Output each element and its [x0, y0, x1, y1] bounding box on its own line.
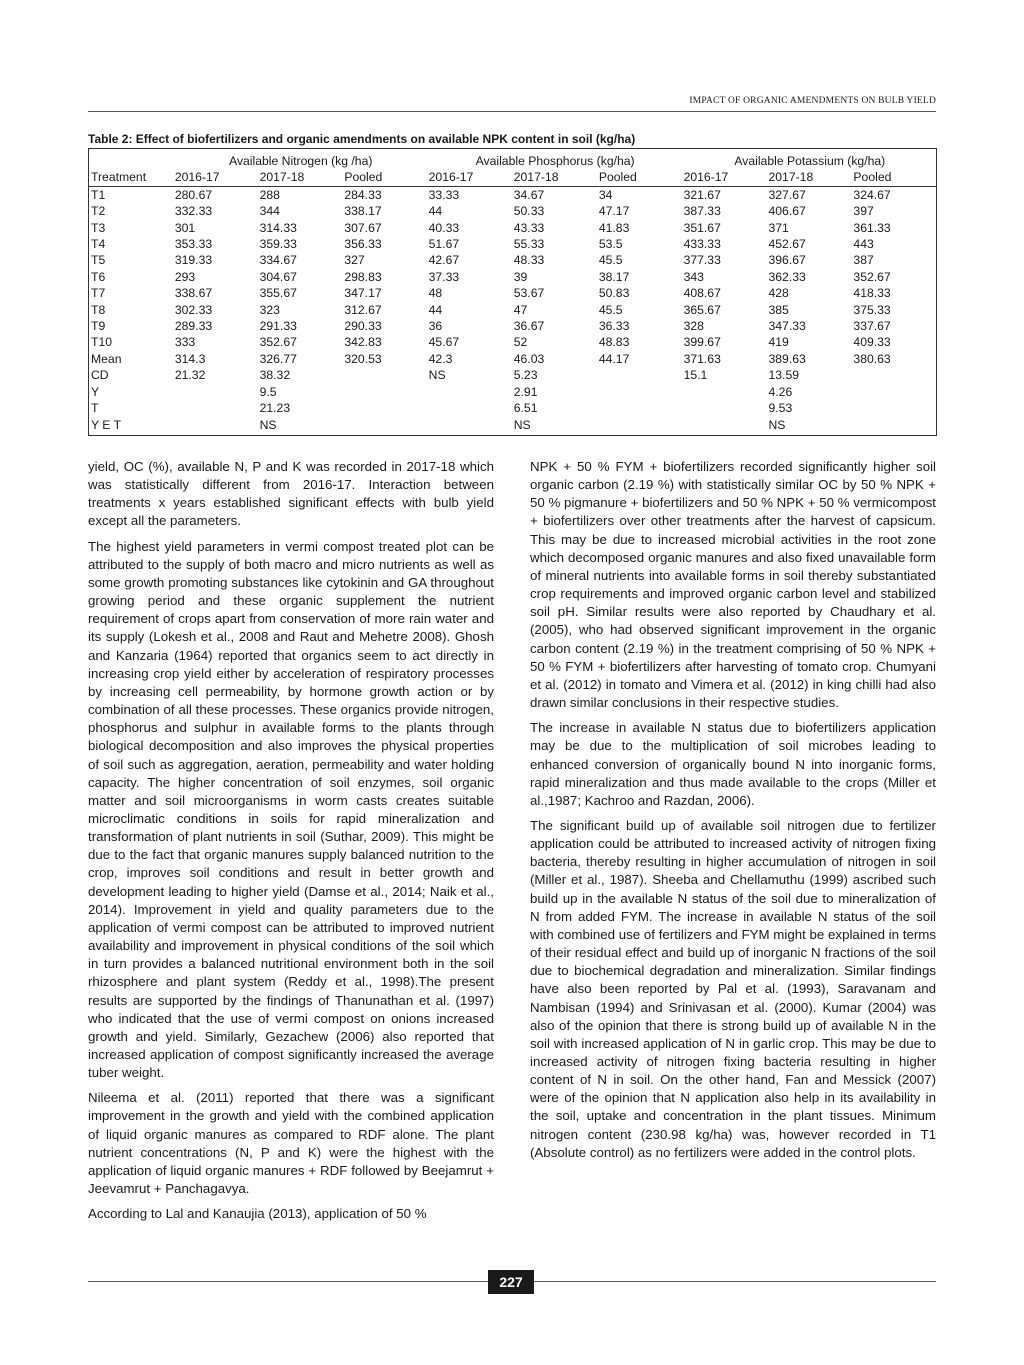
- table-cell: 38.32: [259, 368, 291, 383]
- table-cell: [427, 384, 512, 400]
- table-cell: 42.67: [428, 253, 460, 268]
- table-cell: [173, 384, 258, 400]
- treatment-cell: Y E T: [91, 417, 122, 432]
- table-cell: 326.77: [259, 351, 297, 366]
- table-row: [89, 269, 936, 285]
- table-cell: 327.67: [768, 187, 806, 202]
- table-cell: 5.23: [513, 368, 538, 383]
- table-cell: NS: [768, 417, 786, 432]
- treatment-cell: T6: [91, 269, 106, 284]
- table-cell: 52: [513, 335, 528, 350]
- table-cell: [173, 417, 258, 433]
- table-cell: NS: [428, 368, 446, 383]
- table-cell: 48.83: [598, 335, 630, 350]
- table-cell: 327: [344, 253, 365, 268]
- table-cell: 334.67: [259, 253, 297, 268]
- table-cell: 371.63: [683, 351, 721, 366]
- table-cell: 40.33: [428, 220, 460, 235]
- table-row: [89, 302, 936, 318]
- table-cell: [851, 367, 936, 383]
- table-cell: 344: [259, 204, 280, 219]
- header-rule: [88, 111, 936, 112]
- table-group-header-row: [89, 149, 936, 169]
- table-cell: 361.33: [853, 220, 891, 235]
- table-cell: 319.33: [174, 253, 213, 268]
- table-cell: 2.91: [513, 384, 538, 399]
- table-cell: [851, 384, 936, 400]
- table-title: Table 2: Effect of biofertilizers and organic amendments on available NPK content in soil (kg/ha): [88, 132, 636, 146]
- table-row: [89, 186, 936, 203]
- table-cell: 53.67: [513, 286, 545, 301]
- table-cell: [682, 384, 767, 400]
- table-cell: [342, 400, 426, 416]
- table-cell: 289.33: [174, 319, 213, 334]
- table-cell: 44: [428, 302, 443, 317]
- table-cell: 314.3: [174, 351, 206, 366]
- body-paragraph: yield, OC (%), available N, P and K was recorded in 2017-18 which was statistically different from 2016-17. Interaction between treatments x years established significant effects with bulb yield except all the parameters.: [88, 459, 494, 529]
- table-row: [89, 220, 936, 236]
- table-cell: 338.67: [174, 286, 213, 301]
- body-paragraph: Nileema et al. (2011) reported that there was a significant improvement in the growth and yield with the combined application of liquid organic manures as compared to RDF alone. The plant nutrient concentrations (N, P and K) were the highest with the application of liquid organic manures + RDF followed by Beejamrut + Jeevamrut + Panchagavya.: [88, 1090, 494, 1197]
- table-cell: 321.67: [683, 187, 721, 202]
- table-cell: [851, 417, 936, 433]
- treatment-cell: CD: [91, 368, 109, 383]
- table-cell: [342, 417, 426, 433]
- table-cell: 380.63: [853, 351, 891, 366]
- table-cell: [597, 400, 682, 416]
- treatment-cell: T3: [91, 220, 106, 235]
- table-cell: 347.17: [344, 286, 382, 301]
- table-cell: 371: [768, 220, 789, 235]
- column-header: Pooled: [342, 169, 426, 186]
- column-header: 2016-17: [173, 169, 258, 186]
- table-cell: 375.33: [853, 302, 891, 317]
- table-cell: 45.5: [598, 302, 623, 317]
- table-cell: 44.17: [598, 351, 630, 366]
- table-cell: 301: [174, 220, 196, 235]
- table-cell: 324.67: [853, 187, 891, 202]
- body-paragraph: The increase in available N status due to biofertilizers application may be due to the multiplication of soil microbes leading to enhanced conversion of organically bound N into inorganic forms, rapid mineralization and thus made available to the crops (Miller et al.,1987; Kachroo and Razdan, 2006).: [530, 720, 936, 808]
- table-cell: 323: [259, 302, 280, 317]
- table-cell: 304.67: [259, 269, 297, 284]
- table-cell: 419: [768, 335, 789, 350]
- table-cell: 355.67: [259, 286, 297, 301]
- table-cell: 293: [174, 269, 196, 284]
- table-cell: 312.67: [344, 302, 382, 317]
- treatment-cell: T5: [91, 253, 106, 268]
- column-header: 2017-18: [512, 169, 597, 186]
- table-cell: 359.33: [259, 237, 297, 252]
- table-cell: 21.32: [174, 368, 206, 383]
- table-cell: 55.33: [513, 237, 545, 252]
- table-row: [89, 252, 936, 268]
- column-header: 2016-17: [427, 169, 512, 186]
- table-cell: 298.83: [344, 269, 382, 284]
- table-cell: 47.17: [598, 204, 630, 219]
- table-row: [89, 285, 936, 301]
- treatment-cell: T: [91, 401, 99, 416]
- treatment-cell: T7: [91, 286, 106, 301]
- table-cell: 53.5: [598, 237, 623, 252]
- table-cell: [682, 417, 767, 433]
- table-cell: 13.59: [768, 368, 799, 383]
- table-cell: [342, 384, 426, 400]
- table-cell: 38.17: [598, 269, 630, 284]
- table-cell: 50.33: [513, 204, 545, 219]
- table-cell: 396.67: [768, 253, 806, 268]
- table-cell: NS: [513, 417, 531, 432]
- table-cell: 37.33: [428, 269, 460, 284]
- group-header-phosphorus: Available Phosphorus (kg/ha): [475, 154, 635, 168]
- table-cell: 48: [428, 286, 443, 301]
- table-cell: 39: [513, 269, 528, 284]
- table-cell: 34: [598, 187, 613, 202]
- table-cell: NS: [259, 417, 277, 432]
- body-paragraph: According to Lal and Kanaujia (2013), application of 50 %: [88, 1206, 427, 1222]
- table-row: [89, 203, 936, 219]
- table-cell: 4.26: [768, 384, 793, 399]
- table-cell: [597, 417, 682, 433]
- npk-table-frame: [88, 148, 937, 436]
- table-cell: 353.33: [174, 237, 213, 252]
- table-cell: 399.67: [683, 335, 721, 350]
- table-cell: 338.17: [344, 204, 382, 219]
- column-header: 2017-18: [258, 169, 343, 186]
- table-row: [89, 334, 936, 350]
- left-text-column: [88, 458, 494, 1230]
- table-cell: 43.33: [513, 220, 545, 235]
- table-cell: 452.67: [768, 237, 806, 252]
- table-cell: 406.67: [768, 204, 806, 219]
- table-row: [89, 417, 936, 433]
- table-cell: 47: [513, 302, 528, 317]
- treatment-cell: T2: [91, 204, 106, 219]
- table-cell: 6.51: [513, 401, 538, 416]
- table-cell: 387: [853, 253, 874, 268]
- table-cell: [597, 367, 682, 383]
- table-row: [89, 236, 936, 252]
- table-cell: 51.67: [428, 237, 460, 252]
- table-cell: 385: [768, 302, 789, 317]
- table-cell: 48.33: [513, 253, 545, 268]
- table-cell: 328: [683, 319, 704, 334]
- table-row: [89, 351, 936, 367]
- table-cell: [427, 417, 512, 433]
- table-cell: 42.3: [428, 351, 453, 366]
- page-number: 227: [488, 1270, 534, 1294]
- table-cell: 352.67: [853, 269, 891, 284]
- table-cell: [173, 400, 258, 416]
- table-cell: 44: [428, 204, 443, 219]
- table-cell: 41.83: [598, 220, 630, 235]
- table-cell: 302.33: [174, 302, 213, 317]
- table-cell: [682, 400, 767, 416]
- table-cell: 36.67: [513, 319, 545, 334]
- table-cell: 356.33: [344, 237, 382, 252]
- table-cell: 45.5: [598, 253, 623, 268]
- table-cell: 45.67: [428, 335, 460, 350]
- treatment-cell: T8: [91, 302, 106, 317]
- body-paragraph: The highest yield parameters in vermi compost treated plot can be attributed to the supply of both macro and micro nutrients as well as some growth promoting substances like cytokinin and GA throughout growing period and these organic supplement the nutrient requirement of crops apart from conservation of more rain water and its supply (Lokesh et al., 2008 and Raut and Mehetre 2008). Ghosh and Kanzaria (1964) reported that organics seem to act directly in increasing crop yield either by acceleration of respiratory processes by increasing cell permeability, by hormone growth action or by combination of all these processes. These organics provide nitrogen, phosphorus and sulphur in available forms to the plants through biological decomposition and also improves the physical properties of soil such as aggregation, aeration, permeability and water holding capacity. The higher concentration of soil enzymes, soil organic matter and soil microorganisms in worm casts creates suitable microclimatic conditions in soils for rapid mineralization and transformation of plant nutrients in soil (Suthar, 2009). This might be due to the fact that organic manures supply balanced nutrition to the crop, improves soil conditions and result in better growth and development leading to higher yield (Damse et al., 2014; Naik et al., 2014). Improvement in yield and quality parameters due to the application of vermi compost can be attributed to improved nutrient availability and improvement in physical conditions of the soil which in turn provides a balanced nutritional environment both in the soil rhizosphere and plant system (Reddy et al., 1998).The present results are supported by the findings of Thanunathan et al. (1997) who indicated that the use of vermi compost on onions increased growth and yield. Similarly, Gezachew (2006) also reported that increased application of compost significantly increased the average tuber weight.: [88, 538, 494, 1081]
- table-row: [89, 367, 936, 383]
- table-cell: 50.83: [598, 286, 630, 301]
- treatment-cell: Mean: [91, 351, 122, 366]
- table-cell: 36.33: [598, 319, 630, 334]
- table-cell: 15.1: [683, 368, 708, 383]
- table-cell: 34.67: [513, 187, 545, 202]
- right-text-column: [530, 458, 936, 1169]
- table-cell: 9.53: [768, 401, 793, 416]
- table-cell: 362.33: [768, 269, 806, 284]
- treatment-cell: T4: [91, 237, 106, 252]
- table-cell: 408.67: [683, 286, 721, 301]
- table-cell: 352.67: [259, 335, 297, 350]
- table-cell: 36: [428, 319, 443, 334]
- table-cell: 433.33: [683, 237, 721, 252]
- treatment-cell: T1: [91, 187, 106, 202]
- table-cell: 343: [683, 269, 704, 284]
- table-row: [89, 318, 936, 334]
- table-cell: 365.67: [683, 302, 721, 317]
- group-header-potassium: Available Potassium (kg/ha): [734, 154, 886, 168]
- table-cell: 290.33: [344, 319, 382, 334]
- table-cell: 397: [853, 204, 874, 219]
- column-header: Pooled: [597, 169, 682, 186]
- body-paragraph: NPK + 50 % FYM + biofertilizers recorded significantly higher soil organic carbon (2.19 %) with statistically similar OC by 50 % NPK + 50 % pigmanure + biofertilizers and 50 % NPK + 50 % vermicompost + biofertilizers over other treatments after the harvest of capsicum. This may be due to increased microbial activities in the root zone which decomposed organic manures and also fixed unavailable form of mineral nutrients into available forms in soil thereby substantiated crop requirements and improved organic carbon level and stabilized soil pH. Similar results were also reported by Chaudhary et al. (2005), who had observed significant improvement in the organic carbon content (2.19 %) in the treatment comprising of 50 % NPK + 50 % FYM + biofertilizers after harvesting of tomato crop. Chumyani et al. (2012) in tomato and Vimera et al. (2012) in king chilli had also drawn similar conclusions in their respective studies.: [530, 459, 936, 711]
- column-header: Pooled: [851, 169, 936, 186]
- table-cell: 314.33: [259, 220, 297, 235]
- table-cell: 351.67: [683, 220, 721, 235]
- table-cell: 347.33: [768, 319, 806, 334]
- npk-table: [89, 149, 936, 433]
- table-cell: 418.33: [853, 286, 891, 301]
- group-header-nitrogen: Available Nitrogen (kg /ha): [229, 154, 373, 168]
- body-paragraph: The significant build up of available soil nitrogen due to fertilizer application could be attributed to increased activity of nitrogen fixing bacteria, thereby resulting in higher accumulation of nitrogen in soil (Miller et al., 1987). Sheeba and Chellamuthu (1999) ascribed such build up in the available N status of the soil due to mineralization of N from added FYM. The increase in available N status of the soil with combined use of fertilizers and FYM might be explained in terms of their residual effect and build up of inorganic N fractions of the soil due to biochemical degradation and mineralization. Similar findings have also been reported by Pal et al. (1993), Saravanam and Nambisan (1994) and Srinivasan et al. (2000). Kumar (2004) was also of the opinion that there is strong build up of available N in the soil with increased application of N in garlic crop. This may be due to increased activity of nitrogen fixing bacteria resulting in higher content of N in soil. On the other hand, Fan and Messick (2007) were of the opinion that N application also help in its availability in the soil, uptake and concentration in the plant tissues. Minimum nitrogen content (230.98 kg/ha) was, however recorded in T1 (Absolute control) as no fertilizers were added in the control plots.: [530, 817, 936, 1160]
- table-cell: 387.33: [683, 204, 721, 219]
- table-cell: 320.53: [344, 351, 382, 366]
- treatment-cell: T10: [91, 335, 113, 350]
- column-header: 2017-18: [767, 169, 852, 186]
- table-cell: 9.5: [259, 384, 277, 399]
- table-cell: 409.33: [853, 335, 891, 350]
- table-cell: 307.67: [344, 220, 382, 235]
- running-head: IMPACT OF ORGANIC AMENDMENTS ON BULB YIELD: [689, 96, 936, 106]
- table-cell: 377.33: [683, 253, 721, 268]
- table-cell: 342.83: [344, 335, 382, 350]
- table-cell: 280.67: [174, 187, 213, 202]
- table-cell: 428: [768, 286, 789, 301]
- table-cell: [427, 400, 512, 416]
- table-cell: 288: [259, 187, 280, 202]
- table-cell: [851, 400, 936, 416]
- table-cell: 332.33: [174, 204, 213, 219]
- treatment-cell: T9: [91, 319, 106, 334]
- table-row: [89, 384, 936, 400]
- table-cell: 284.33: [344, 187, 382, 202]
- table-cell: 46.03: [513, 351, 545, 366]
- table-cell: [597, 384, 682, 400]
- table-subheader-row: [89, 169, 936, 186]
- table-cell: 21.23: [259, 401, 291, 416]
- treatment-cell: Y: [91, 384, 100, 399]
- table-cell: [342, 367, 426, 383]
- column-header: 2016-17: [682, 169, 767, 186]
- column-header: Treatment: [89, 169, 173, 186]
- table-cell: 389.63: [768, 351, 806, 366]
- table-cell: 33.33: [428, 187, 460, 202]
- table-cell: 337.67: [853, 319, 891, 334]
- table-row: [89, 400, 936, 416]
- table-cell: 291.33: [259, 319, 297, 334]
- table-cell: 443: [853, 237, 874, 252]
- table-cell: 333: [174, 335, 196, 350]
